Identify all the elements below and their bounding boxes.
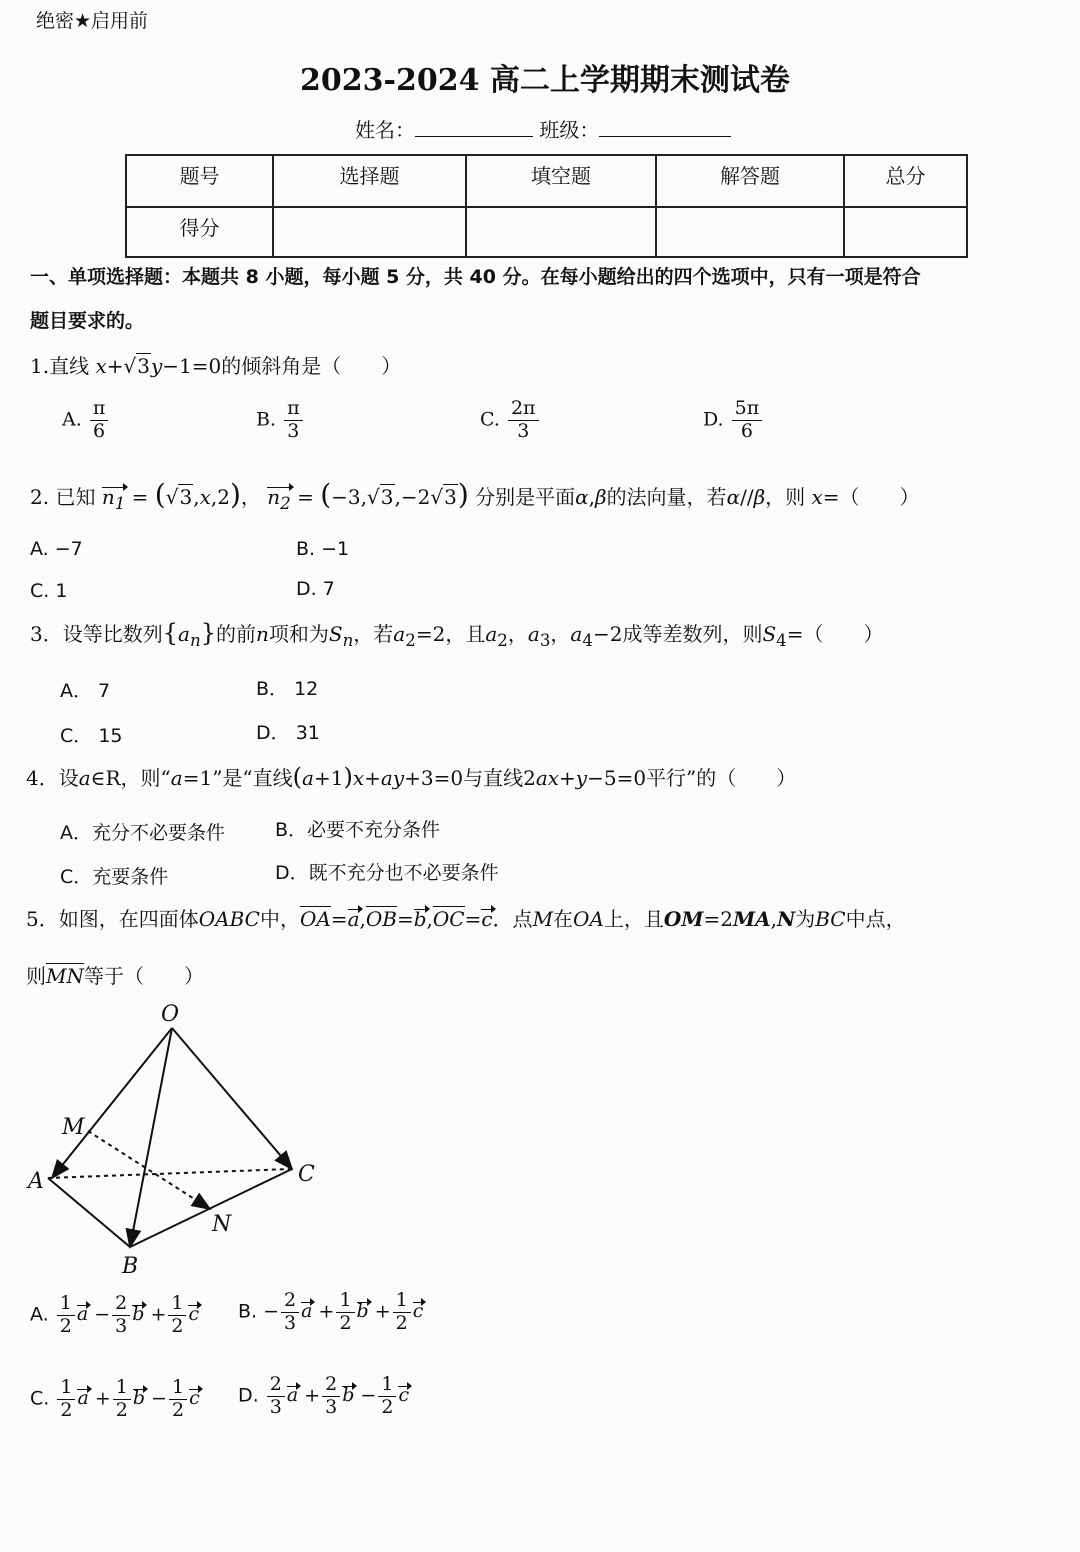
section-heading: 一、单项选择题：本题共 8 小题，每小题 5 分，共 40 分。在每小题给出的四个选项中，只有一项是符合 (30, 266, 921, 288)
q2-option-b[interactable]: B. −1 (296, 538, 350, 560)
q5-option-d[interactable]: D. $\frac{2}{3}$ a + $\frac{2}{3}$ b − $\frac{1}{2}$ c (238, 1373, 410, 1418)
q2-option-a[interactable]: A. −7 (30, 538, 83, 560)
col-total: 总分 (844, 155, 967, 207)
q3-option-d[interactable]: D． 31 (256, 722, 320, 744)
label-o: O (161, 1002, 180, 1027)
score-cell[interactable] (656, 207, 844, 257)
q3-option-c[interactable]: C． 15 (60, 725, 123, 747)
q3-option-a[interactable]: A． 7 (60, 680, 111, 702)
q5-option-b[interactable]: B. − $\frac{2}{3}$ a + $\frac{1}{2}$ b + $\frac{1}{2}$ c (238, 1289, 424, 1334)
edge-bc (130, 1169, 292, 1247)
score-cell[interactable] (273, 207, 466, 257)
q4-option-c[interactable]: C．充要条件 (60, 866, 169, 888)
edge-ac (48, 1169, 290, 1178)
q1-option-d[interactable]: D. $\frac{5\pi}{6}$ (703, 398, 764, 443)
q5-option-a[interactable]: A. $\frac{1}{2}$ a − $\frac{2}{3}$ b + $\frac{1}{2}$ c (30, 1292, 200, 1337)
q4-option-b[interactable]: B．必要不充分条件 (275, 819, 441, 841)
q3-option-b[interactable]: B． 12 (256, 678, 319, 700)
q1-option-a[interactable]: A. $\frac{\pi}{6}$ (62, 398, 110, 443)
label-b: B (122, 1254, 139, 1279)
q1-option-b[interactable]: B. $\frac{\pi}{3}$ (256, 398, 305, 443)
page-title: 2023-2024 高二上学期期末测试卷 (300, 63, 790, 98)
score-cell[interactable] (844, 207, 967, 257)
tetrahedron-figure (20, 995, 340, 1280)
q2-option-d[interactable]: D. 7 (296, 578, 335, 600)
label-a: A (28, 1169, 44, 1194)
edge-oa (52, 1028, 172, 1178)
class-label: 班级： (539, 118, 600, 142)
col-answer: 解答题 (656, 155, 844, 207)
q2-option-c[interactable]: C. 1 (30, 580, 68, 602)
col-question-number: 题号 (126, 155, 273, 207)
name-label: 姓名： (355, 118, 415, 142)
question-4: 4．设a∈R，则“a=1”是“直线(a+1)x+ay+3=0与直线2ax+y−5=0平行”的（ ） (26, 763, 797, 791)
score-table (125, 154, 968, 258)
confidential-mark: 绝密★启用前 (36, 10, 149, 32)
q4-option-a[interactable]: A．充分不必要条件 (60, 822, 226, 844)
question-1: 1.直线 x+√3y−1=0的倾斜角是（ ） (30, 354, 402, 378)
col-choice: 选择题 (273, 155, 466, 207)
row-score-label: 得分 (126, 207, 273, 257)
edge-ob (130, 1028, 172, 1247)
question-3: 3．设等比数列$\{a_n\}$的前n项和为$S_n$，若$a_2=2$，且$a_2$，$a_3$，$a_4-2$成等差数列，则$S_4=$（ ） (30, 619, 884, 650)
name-field[interactable] (355, 114, 731, 143)
section-heading-cont: 题目要求的。 (30, 310, 145, 332)
edge-ab (48, 1178, 130, 1247)
q1-option-c[interactable]: C. $\frac{2\pi}{3}$ (480, 398, 541, 443)
edge-oc (172, 1028, 292, 1169)
question-5-line2: 则MN等于（ ） (26, 964, 204, 988)
q5-option-c[interactable]: C. $\frac{1}{2}$ a + $\frac{1}{2}$ b − $\frac{1}{2}$ c (30, 1376, 200, 1421)
label-m: M (62, 1115, 85, 1140)
question-2: 2. 已知 $n_1 = (√3,x,2)$， $n_2 = (-3,√3,-2√3)$ 分别是平面α,β的法向量，若α//β，则 x=（ ） (30, 478, 920, 513)
q4-option-d[interactable]: D．既不充分也不必要条件 (275, 862, 499, 884)
label-n: N (212, 1212, 232, 1237)
score-cell[interactable] (466, 207, 656, 257)
label-c: C (298, 1162, 315, 1187)
question-5: 5．如图，在四面体OABC中，OA=a,OB=b,OC=c．点M在OA上，且OM=2MA,N为BC中点， (26, 907, 906, 931)
col-fill-blank: 填空题 (466, 155, 656, 207)
